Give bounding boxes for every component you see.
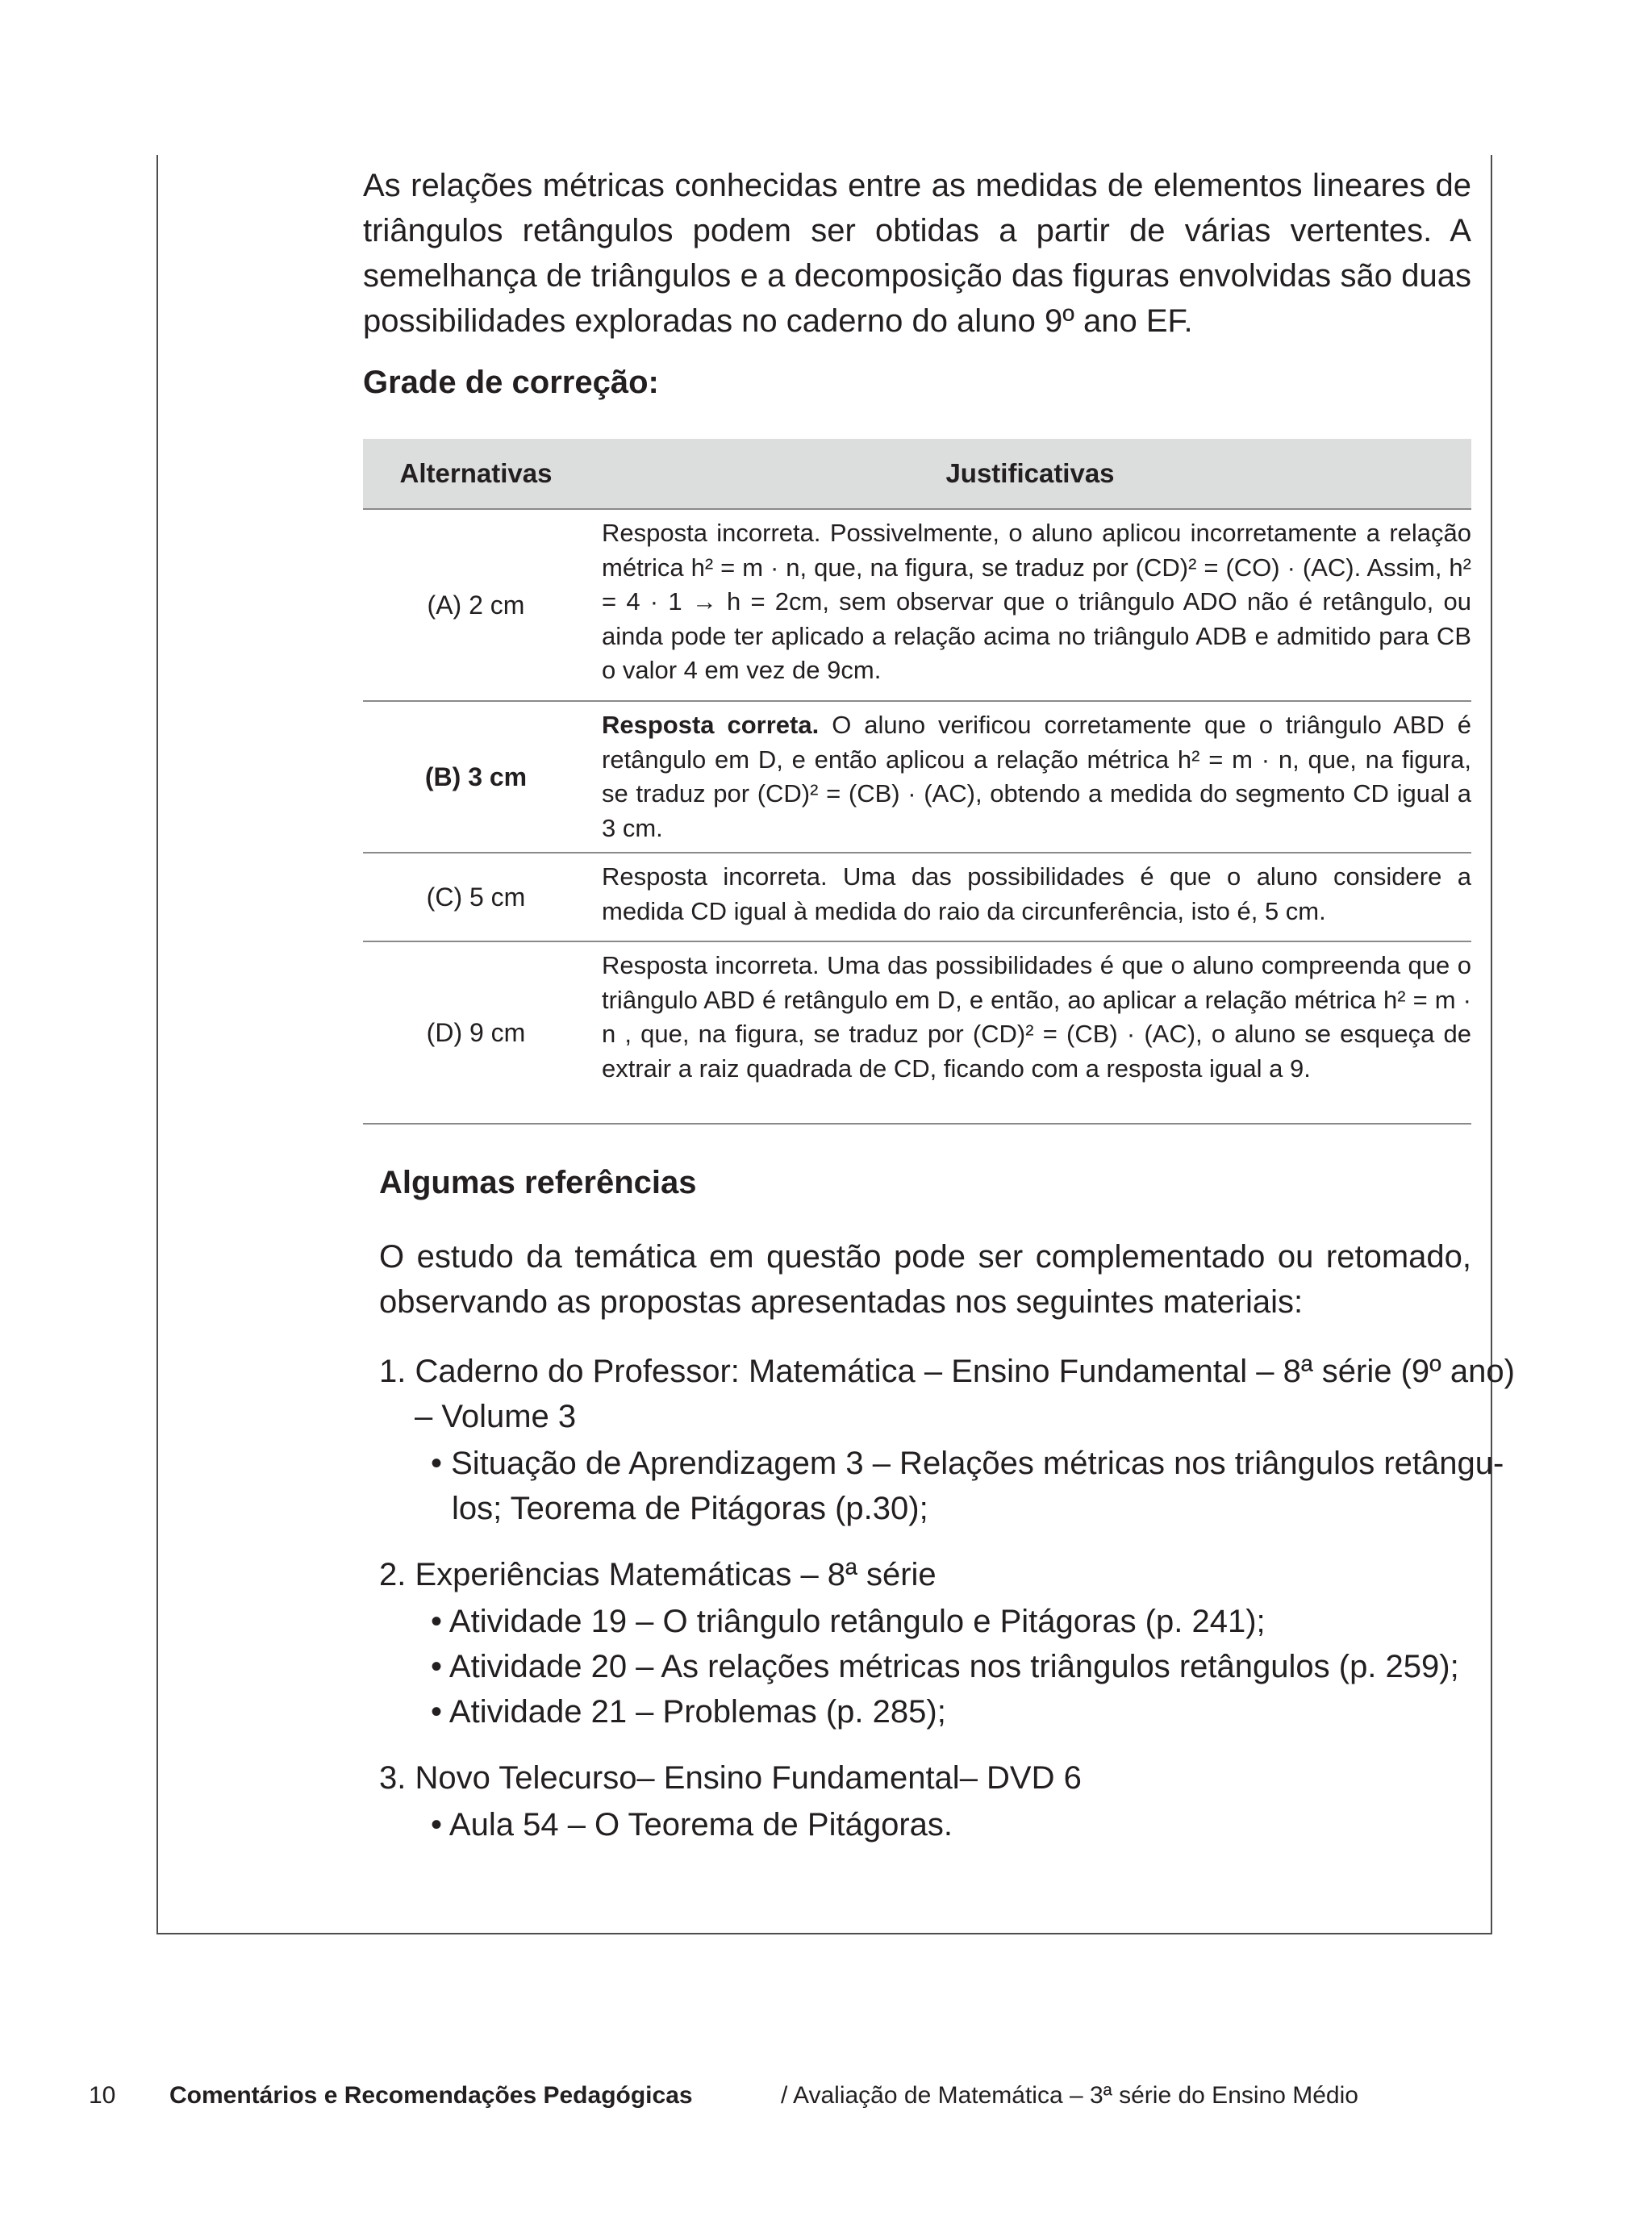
- justification-text: Resposta correta. O aluno verificou corretamente que o triângulo ABD é retângulo em D, e então aplicou a relação métrica h² = m · n, que, na figura, se traduz por (CD)² = (CB) · (AC), obtendo a medida do segmento CD igual a 3 cm.: [602, 711, 1471, 842]
- justification-text: Resposta incorreta. Possivelmente, o aluno aplicou incorretamente a relação métrica h² = m · n, que, na figura, se traduz por (CD)² = (CO) · (AC). Assim, h² = 4 · 1 → h = 2cm, sem observar que o triângulo ADO não é retângulo, ou ainda pode ter aplicado a relação acima no triângulo ADB e admitido para CB o valor 4 em vez de 9cm.: [602, 519, 1471, 684]
- reference-subitem: • Atividade 19 – O triângulo retângulo e Pitágoras (p. 241);: [431, 1604, 1266, 1639]
- page-number: 10: [89, 2082, 116, 2109]
- reference-subitem: • Atividade 21 – Problemas (p. 285);: [431, 1694, 946, 1730]
- reference-item: 3. Novo Telecurso– Ensino Fundamental– DVD 6: [379, 1760, 1082, 1796]
- table-row: [363, 510, 1471, 702]
- table-header: [363, 439, 1471, 510]
- intro-paragraph: As relações métricas conhecidas entre as medidas de elementos lineares de triângulos retângulos podem ser obtidas a partir de várias vertentes. A semelhança de triângulos e a decomposição das figuras envolvidas são duas possibilidades exploradas no caderno do aluno 9º ano EF.: [363, 168, 1471, 339]
- reference-item: 2. Experiências Matemáticas – 8ª série: [379, 1557, 937, 1592]
- footer-title: Comentários e Recomendações Pedagógicas: [169, 2082, 693, 2109]
- justification-text: Resposta incorreta. Uma das possibilidades é que o aluno compreenda que o triângulo ABD é retângulo em D, e então, ao aplicar a relação métrica h² = m · n , que, na figura, se traduz por (CD)² = (CB) · (AC), o aluno se esqueça de extrair a raiz quadrada de CD, ficando com a resposta igual a 9.: [602, 951, 1471, 1083]
- reference-item-continuation: – Volume 3: [415, 1399, 577, 1434]
- column-header-justificativas: Justificativas: [945, 458, 1115, 488]
- table-row: [363, 942, 1471, 1125]
- grade-heading: Grade de correção:: [363, 365, 659, 400]
- alternative-label: (C) 5 cm: [426, 882, 526, 912]
- footer-subtitle: / Avaliação de Matemática – 3ª série do Ensino Médio: [781, 2082, 1358, 2109]
- table-row: [363, 702, 1471, 853]
- table-row: [363, 853, 1471, 942]
- reference-subitem: • Situação de Aprendizagem 3 – Relações métricas nos triângulos retângu-: [431, 1446, 1504, 1481]
- alternative-label: (A) 2 cm: [427, 590, 525, 620]
- reference-item: 1. Caderno do Professor: Matemática – Ensino Fundamental – 8ª série (9º ano): [379, 1354, 1515, 1389]
- reference-subitem: • Aula 54 – O Teorema de Pitágoras.: [431, 1807, 953, 1842]
- correct-answer-lead: Resposta correta.: [602, 711, 820, 739]
- justification-text: Resposta incorreta. Uma das possibilidades é que o aluno considere a medida CD igual à medida do raio da circunferência, isto é, 5 cm.: [602, 862, 1471, 925]
- references-heading: Algumas referências: [379, 1165, 697, 1200]
- alternative-label: (D) 9 cm: [426, 1017, 526, 1047]
- alternative-label: (B) 3 cm: [424, 762, 528, 791]
- reference-subitem-continuation: los; Teorema de Pitágoras (p.30);: [452, 1491, 928, 1526]
- reference-subitem: • Atividade 20 – As relações métricas nos triângulos retângulos (p. 259);: [431, 1649, 1459, 1684]
- references-intro: O estudo da temática em questão pode ser complementado ou retomado, observando as propostas apresentadas nos seguintes materiais:: [379, 1239, 1471, 1320]
- column-header-alternativas: Alternativas: [399, 458, 553, 488]
